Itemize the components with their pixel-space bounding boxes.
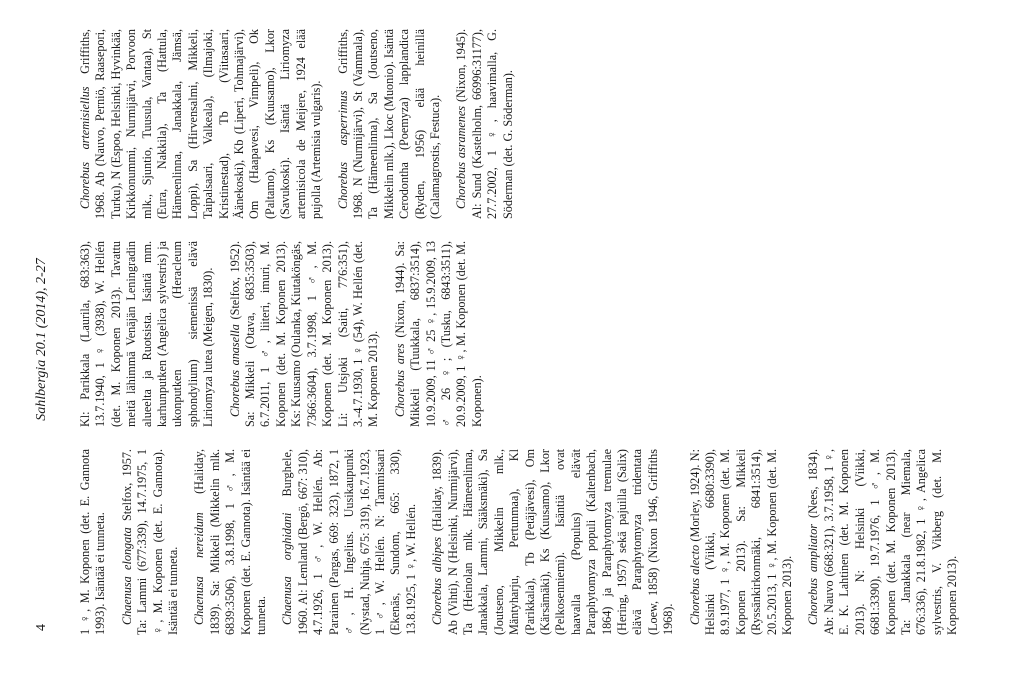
species-name: Chorebus asramenes xyxy=(454,105,469,209)
entry-text: Griffiths, 1968. N (Nurmijärvi), St (Vammala), Ta (Hämeenlinna), Sa (Joutseno, Mikkelin mlk.), Lkoc (Muonio). Isäntä Cerodontha (Poemyza) lapplandica (Ryden, 1956) elää heinillä (Calamagrostis, Festuca). xyxy=(335,29,442,219)
entry-text: 1 ♀, M. Koponen (det. E. Gannota 1993). Isäntää ei tunneta. xyxy=(78,449,108,635)
entry-text: Burghele, 1960. Al: Lemland (Bergö, 667: 310), 4.7.1926, 1 ♂, W. Hellén. Ab: Parainen (Pargas, 669: 323), 1872, 1 ♂, H. Ingelius. Uusikaupunki (Nystad, Nuhja, 675: 319), 16.7.1923, 1 ♂, W. Hellén. N: Tammisaari (Ekenäs, Sundom, 665: 330), 13.8.1925, 1 ♀, W. Hellén. xyxy=(280,449,418,635)
entry-text: (Stelfox, 1952). Sa: Mikkeli (Otava, 6835:3503), 6.7.2011, 1 ♂, liiteri, imuri, M. Koponen (det. M. Koponen 2013). Ks: Kuusamo (Oulanka, Kiutaköngäs, 7366:3604), 3.7.1998, 1 ♂, M. Koponen (det. M. Koponen 2013). Li: Utsjoki (Saiti, 776:351), 3.-4.7.1930, 1 ♀ (54), W. Hellén (det. M. Koponen 2013). xyxy=(227,241,381,427)
page-number: 4 xyxy=(34,624,49,631)
text-column-3 xyxy=(78,29,527,219)
species-entry xyxy=(78,241,217,427)
species-entry xyxy=(78,29,325,219)
entry-text: (Nixon, 1945). Al: Sund (Kastelholm, 66996:31177), 27.7.2002, 1 ♀, haavimalla, G. Söderman (det. G. Söderman). xyxy=(454,29,515,219)
entry-text: Griffiths, 1968. Ab (Nauvo, Perniö, Raasepori, Turku), N (Espoo, Helsinki, Hyvinkää, Kirkkonummi, Nurmijärvi, Porvoon mlk., Sjuntio, Tuusula, Vantaa), St (Eura, Nakkila), Ta (Hattula, Hämeenlinna, Janakkala, Jämsä, Loppi), Sa (Hirvensalmi, Mikkeli, Taipalsaari, Valkeala), (Ilmajoki, Kristinestad), Tb (Viitasaari, Äänekoski), Kb (Liperi, Tohmajärvi), Om (Haapavesi, Vimpeli), Ok (Paltamo), Ks (Kuusamo), Lkor (Savukoski). Isäntä Liriomyza artemisicola de Meijere, 1924 elää pujolla (Artemisia vulgaris). xyxy=(78,29,324,219)
text-column-2 xyxy=(78,241,496,427)
species-name: Chorebus anasella xyxy=(227,324,242,417)
species-name: Chaenusa elongata xyxy=(119,527,134,625)
species-name: Chorebus asperrimus xyxy=(335,90,350,209)
species-entry xyxy=(806,449,960,635)
entry-text: (Haliday, 1839). Sa: Mikkeli (Mikkelin mlk. 6839:3506), 3.8.1998, 1 ♂, M. Koponen (det. E. Gannota). Isäntää ei tunneta. xyxy=(192,449,269,635)
species-entry xyxy=(280,449,419,635)
entry-text: (Morley, 1924). N: Helsinki (Viikki, 6680:3390), 8.9.1977, 1 ♀, M. Koponen (det. M. Koponen 2013). Sa: Mikkeli (Ryssänkirkonmäki, 6841:3514), 20.5.2013, 1 ♀, M. Koponen (det. M. Koponen 2013). xyxy=(687,449,795,635)
entry-text: (Haliday, 1839). Ab (Vihti), N (Helsinki, Nurmijärvi), Ta (Heinolan mlk. Hämeenlinna, Janakkala, Lammi, Sääksmäki), Sa (Joutseno, Mikkelin mlk., Mäntyharju, Pertunmaa), Kl (Parikkala), Tb (Petäjävesi), Om (Kärsämäki), Ks (Kuusamo), Lkor (Pelkosenniemi). Isäntiä ovat haavalla (Populus) elävät Paraphytomyza populi (Kaltenbach, 1864) ja Paraphytomyza tremulae (Hering, 1957) sekä pajuilla (Salix) elävä Paraphytomyza tridentata (Loew, 1858) (Nixon 1946, Griffiths 1968). xyxy=(430,448,676,635)
species-entry xyxy=(120,449,182,635)
species-name: Chorebus ampliator xyxy=(806,523,821,625)
species-entry xyxy=(78,449,109,635)
species-name: Chorebus alecto xyxy=(687,544,702,625)
species-entry xyxy=(430,449,677,635)
entry-text: (Nixon, 1944). Sa: Mikkeli (Tuukkala, 6837:3514), 10.9.2009, 11 ♂ 25 ♀, 15.9.2009, 13 ♂ 26 ♀; (Tusku, 6843:3511), 20.9.2009, 1 ♀, M. Koponen (det. M. Koponen). xyxy=(392,241,484,427)
species-name: Chorebus albipes xyxy=(430,537,445,625)
entry-text: Stelfox, 1957. Ta: Lammi (677:339), 14.7.1975, 1 ♀, M. Koponen (det. E. Gannota). Isäntää ei tunneta. xyxy=(119,449,181,635)
species-entry xyxy=(454,29,516,219)
species-entry xyxy=(228,241,382,427)
species-name: Chaenusa nereidum xyxy=(192,512,207,625)
journal-citation: Sahlbergia 20.1 (2014), 2-27 xyxy=(34,258,49,421)
species-entry xyxy=(393,241,485,427)
entry-text: Kl: Parikkala (Laurila, 683:363), 13.7.1940, 1 ♀ (3938), W. Hellén (det. M. Koponen 2013). Tavattu meitä lähimmä Venäjän Leningradin alueelta ja Ruotsista. Isäntä mm. karhunputken (Angelica sylvestris) ja ukonputken (Heracleum sphondylium) siemenissä elävä Liriomyza lutea (Meigen, 1830). xyxy=(78,241,216,427)
species-name: Chaenusa orghidani xyxy=(280,512,295,625)
species-entry xyxy=(192,449,269,635)
species-name: Chorebus ares xyxy=(392,343,407,417)
species-name: Chorebus artemisiellus xyxy=(78,86,92,209)
entry-text: (Nees, 1834). Ab: Nauvo (668:321), 3.7.1958, 1 ♀, E. K. Lahtinen (det. M. Koponen 2013). N: Helsinki (Viikki, 6681:3390), 19.7.1976, 1 ♂, M. Koponen (det. M. Koponen 2013). Ta: Janakkala (near Miemala, 676:336), 21.8.1982, 1 ♀, Angelica sylvestris, V. Vikberg (det. M. Koponen 2013). xyxy=(806,449,960,635)
species-entry xyxy=(688,449,796,635)
text-column-1 xyxy=(78,449,972,635)
species-entry xyxy=(336,29,444,219)
